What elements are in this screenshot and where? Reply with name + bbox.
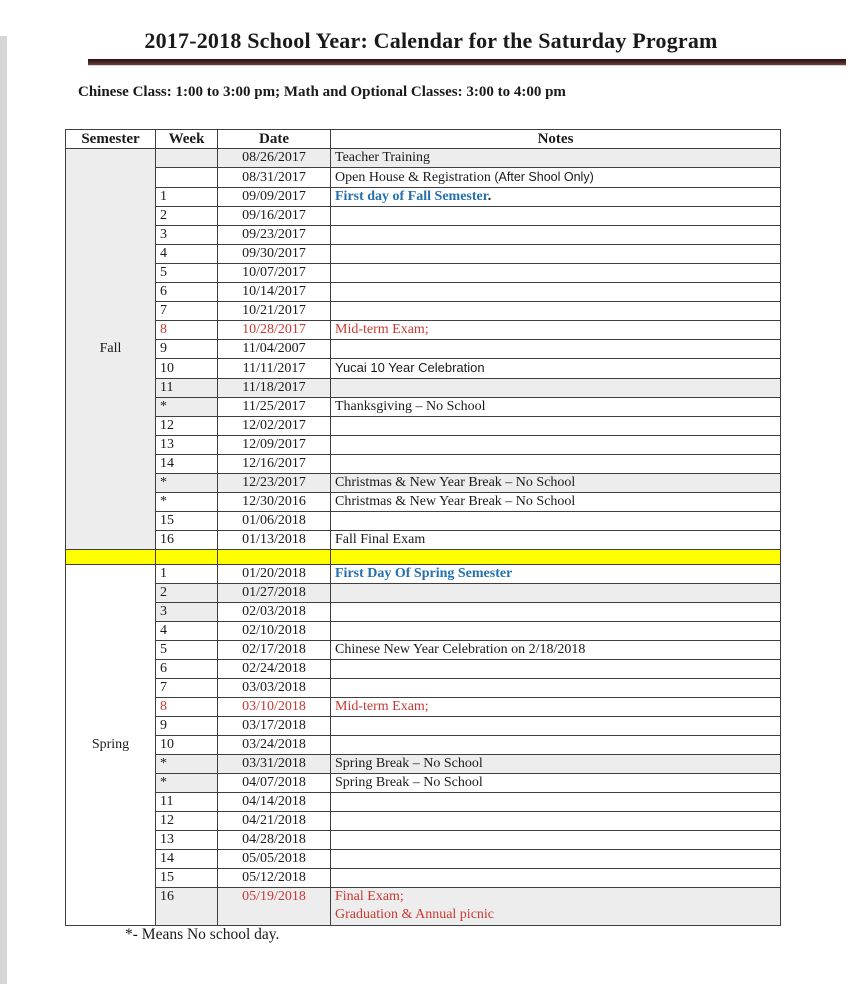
notes-cell bbox=[331, 436, 781, 455]
week-cell: 12 bbox=[156, 417, 218, 436]
week-cell: 13 bbox=[156, 436, 218, 455]
notes-cell bbox=[331, 188, 781, 207]
date-cell: 02/24/2018 bbox=[218, 660, 331, 679]
date-cell: 12/23/2017 bbox=[218, 474, 331, 493]
notes-cell bbox=[331, 831, 781, 850]
calendar-row bbox=[66, 149, 781, 168]
separator-row bbox=[66, 550, 781, 565]
date-cell: 02/10/2018 bbox=[218, 622, 331, 641]
week-cell: 4 bbox=[156, 622, 218, 641]
calendar-table bbox=[65, 129, 781, 926]
notes-cell bbox=[331, 869, 781, 888]
date-cell: 09/23/2017 bbox=[218, 226, 331, 245]
notes-cell bbox=[331, 641, 781, 660]
notes-cell bbox=[331, 359, 781, 379]
calendar-row bbox=[66, 188, 781, 207]
notes-cell bbox=[331, 622, 781, 641]
notes-cell bbox=[331, 321, 781, 340]
week-cell: 11 bbox=[156, 379, 218, 398]
week-cell: 6 bbox=[156, 660, 218, 679]
calendar-row bbox=[66, 226, 781, 245]
note-text: Yucai 10 Year Celebration bbox=[335, 360, 485, 375]
calendar-row bbox=[66, 207, 781, 226]
date-cell: 05/12/2018 bbox=[218, 869, 331, 888]
page-title: 2017-2018 School Year: Calendar for the Saturday Program bbox=[144, 28, 718, 53]
calendar-row bbox=[66, 474, 781, 493]
calendar-row bbox=[66, 340, 781, 359]
note-text: Open House & Registration bbox=[335, 170, 491, 185]
week-cell bbox=[156, 149, 218, 168]
date-cell: 12/30/2016 bbox=[218, 493, 331, 512]
calendar-row bbox=[66, 379, 781, 398]
week-cell: * bbox=[156, 493, 218, 512]
notes-cell bbox=[331, 417, 781, 436]
notes-cell bbox=[331, 679, 781, 698]
calendar-row bbox=[66, 493, 781, 512]
notes-cell bbox=[331, 717, 781, 736]
date-cell: 02/17/2018 bbox=[218, 641, 331, 660]
notes-cell bbox=[331, 207, 781, 226]
week-cell: 5 bbox=[156, 641, 218, 660]
calendar-row bbox=[66, 245, 781, 264]
date-cell: 03/31/2018 bbox=[218, 755, 331, 774]
header-row bbox=[66, 130, 781, 149]
calendar-row bbox=[66, 698, 781, 717]
week-cell: 6 bbox=[156, 283, 218, 302]
week-cell: 8 bbox=[156, 698, 218, 717]
week-cell: 12 bbox=[156, 812, 218, 831]
separator-cell bbox=[156, 550, 218, 565]
date-cell: 03/03/2018 bbox=[218, 679, 331, 698]
note-suffix: (After Shool Only) bbox=[490, 170, 594, 184]
calendar-row bbox=[66, 869, 781, 888]
notes-cell bbox=[331, 660, 781, 679]
note-text: Spring Break – No School bbox=[335, 756, 483, 771]
week-cell: * bbox=[156, 398, 218, 417]
date-cell: 08/31/2017 bbox=[218, 168, 331, 188]
calendar-row bbox=[66, 831, 781, 850]
notes-cell bbox=[331, 398, 781, 417]
note-text: Christmas & New Year Break – No School bbox=[335, 494, 576, 509]
note-text: Spring Break – No School bbox=[335, 775, 483, 790]
date-cell: 01/27/2018 bbox=[218, 584, 331, 603]
week-cell: 14 bbox=[156, 455, 218, 474]
date-cell: 10/07/2017 bbox=[218, 264, 331, 283]
note-text: Fall Final Exam bbox=[335, 532, 426, 547]
date-cell: 10/28/2017 bbox=[218, 321, 331, 340]
date-cell: 09/16/2017 bbox=[218, 207, 331, 226]
calendar-row bbox=[66, 168, 781, 188]
date-cell: 11/25/2017 bbox=[218, 398, 331, 417]
date-cell: 12/09/2017 bbox=[218, 436, 331, 455]
week-cell: 15 bbox=[156, 869, 218, 888]
week-cell: 3 bbox=[156, 226, 218, 245]
date-cell: 03/10/2018 bbox=[218, 698, 331, 717]
note-line-2: Graduation & Annual picnic bbox=[335, 907, 495, 922]
notes-cell bbox=[331, 812, 781, 831]
notes-cell bbox=[331, 774, 781, 793]
date-cell: 11/11/2017 bbox=[218, 359, 331, 379]
semester-header: Semester bbox=[66, 130, 156, 149]
calendar-row bbox=[66, 679, 781, 698]
page-subtitle: Chinese Class: 1:00 to 3:00 pm; Math and Optional Classes: 3:00 to 4:00 pm bbox=[78, 84, 566, 100]
notes-cell bbox=[331, 888, 781, 926]
semester-cell-fall: Fall bbox=[66, 149, 156, 550]
date-cell: 03/24/2018 bbox=[218, 736, 331, 755]
week-header: Week bbox=[156, 130, 218, 149]
week-cell: 9 bbox=[156, 340, 218, 359]
note-text: Thanksgiving – No School bbox=[335, 399, 486, 414]
week-cell: 7 bbox=[156, 302, 218, 321]
calendar-row bbox=[66, 755, 781, 774]
date-cell: 03/17/2018 bbox=[218, 717, 331, 736]
note-text: Chinese New Year Celebration on 2/18/2018 bbox=[335, 642, 586, 657]
date-cell: 05/19/2018 bbox=[218, 888, 331, 926]
date-cell: 04/21/2018 bbox=[218, 812, 331, 831]
separator-cell bbox=[218, 550, 331, 565]
notes-cell bbox=[331, 793, 781, 812]
notes-cell bbox=[331, 584, 781, 603]
date-cell: 04/28/2018 bbox=[218, 831, 331, 850]
week-cell: 5 bbox=[156, 264, 218, 283]
notes-cell bbox=[331, 245, 781, 264]
week-cell: 4 bbox=[156, 245, 218, 264]
notes-cell bbox=[331, 474, 781, 493]
calendar-row bbox=[66, 565, 781, 584]
calendar-table-body bbox=[66, 149, 781, 926]
date-cell: 09/30/2017 bbox=[218, 245, 331, 264]
week-cell: 11 bbox=[156, 793, 218, 812]
notes-cell bbox=[331, 755, 781, 774]
week-cell: 9 bbox=[156, 717, 218, 736]
date-cell: 10/21/2017 bbox=[218, 302, 331, 321]
notes-cell bbox=[331, 531, 781, 550]
calendar-row bbox=[66, 812, 781, 831]
notes-cell bbox=[331, 736, 781, 755]
note-text: Teacher Training bbox=[335, 150, 431, 165]
notes-cell bbox=[331, 264, 781, 283]
notes-header: Notes bbox=[331, 130, 781, 149]
title-rule bbox=[88, 59, 846, 66]
date-cell: 12/02/2017 bbox=[218, 417, 331, 436]
notes-cell bbox=[331, 168, 781, 188]
note-text: First Day Of Spring Semester bbox=[335, 566, 513, 581]
date-cell: 12/16/2017 bbox=[218, 455, 331, 474]
calendar-row bbox=[66, 398, 781, 417]
calendar-row bbox=[66, 736, 781, 755]
notes-cell bbox=[331, 283, 781, 302]
note-line-1: Final Exam; bbox=[335, 889, 404, 904]
notes-cell bbox=[331, 379, 781, 398]
date-cell: 11/04/2007 bbox=[218, 340, 331, 359]
calendar-row bbox=[66, 417, 781, 436]
week-cell: * bbox=[156, 755, 218, 774]
note-text: First day of Fall Semester bbox=[335, 189, 488, 204]
week-cell bbox=[156, 168, 218, 188]
week-cell: 7 bbox=[156, 679, 218, 698]
week-cell: 14 bbox=[156, 850, 218, 869]
notes-cell bbox=[331, 493, 781, 512]
footnote: *- Means No school day. bbox=[125, 926, 280, 943]
date-cell: 02/03/2018 bbox=[218, 603, 331, 622]
date-cell: 09/09/2017 bbox=[218, 188, 331, 207]
note-suffix: . bbox=[487, 189, 492, 204]
calendar-row bbox=[66, 584, 781, 603]
date-cell: 01/06/2018 bbox=[218, 512, 331, 531]
notes-cell bbox=[331, 340, 781, 359]
notes-cell bbox=[331, 455, 781, 474]
date-cell: 08/26/2017 bbox=[218, 149, 331, 168]
notes-cell bbox=[331, 565, 781, 584]
calendar-row bbox=[66, 660, 781, 679]
calendar-row bbox=[66, 717, 781, 736]
date-header: Date bbox=[218, 130, 331, 149]
notes-cell bbox=[331, 149, 781, 168]
notes-cell bbox=[331, 512, 781, 531]
calendar-row bbox=[66, 603, 781, 622]
calendar-row bbox=[66, 888, 781, 926]
semester-cell-spring: Spring bbox=[66, 565, 156, 926]
notes-cell bbox=[331, 302, 781, 321]
note-text: Christmas & New Year Break – No School bbox=[335, 475, 576, 490]
notes-cell bbox=[331, 850, 781, 869]
note-text: Mid-term Exam; bbox=[335, 699, 429, 714]
calendar-row bbox=[66, 531, 781, 550]
week-cell: 8 bbox=[156, 321, 218, 340]
notes-cell bbox=[331, 603, 781, 622]
calendar-row bbox=[66, 321, 781, 340]
week-cell: 16 bbox=[156, 531, 218, 550]
calendar-row bbox=[66, 283, 781, 302]
week-cell: 1 bbox=[156, 188, 218, 207]
calendar-row bbox=[66, 774, 781, 793]
date-cell: 10/14/2017 bbox=[218, 283, 331, 302]
calendar-row bbox=[66, 436, 781, 455]
week-cell: 2 bbox=[156, 584, 218, 603]
separator-cell bbox=[66, 550, 156, 565]
date-cell: 11/18/2017 bbox=[218, 379, 331, 398]
week-cell: 16 bbox=[156, 888, 218, 926]
notes-cell bbox=[331, 698, 781, 717]
week-cell: * bbox=[156, 474, 218, 493]
week-cell: 10 bbox=[156, 736, 218, 755]
week-cell: 10 bbox=[156, 359, 218, 379]
calendar-row bbox=[66, 264, 781, 283]
separator-cell bbox=[331, 550, 781, 565]
calendar-row bbox=[66, 359, 781, 379]
week-cell: * bbox=[156, 774, 218, 793]
notes-cell bbox=[331, 226, 781, 245]
calendar-row bbox=[66, 455, 781, 474]
calendar-row bbox=[66, 850, 781, 869]
calendar-row bbox=[66, 512, 781, 531]
week-cell: 1 bbox=[156, 565, 218, 584]
date-cell: 04/07/2018 bbox=[218, 774, 331, 793]
date-cell: 04/14/2018 bbox=[218, 793, 331, 812]
date-cell: 01/13/2018 bbox=[218, 531, 331, 550]
calendar-row bbox=[66, 302, 781, 321]
week-cell: 13 bbox=[156, 831, 218, 850]
calendar-row bbox=[66, 622, 781, 641]
date-cell: 05/05/2018 bbox=[218, 850, 331, 869]
week-cell: 15 bbox=[156, 512, 218, 531]
week-cell: 2 bbox=[156, 207, 218, 226]
week-cell: 3 bbox=[156, 603, 218, 622]
date-cell: 01/20/2018 bbox=[218, 565, 331, 584]
note-text: Mid-term Exam; bbox=[335, 322, 429, 337]
calendar-row bbox=[66, 793, 781, 812]
scan-edge-artifact bbox=[0, 36, 7, 984]
calendar-row bbox=[66, 641, 781, 660]
